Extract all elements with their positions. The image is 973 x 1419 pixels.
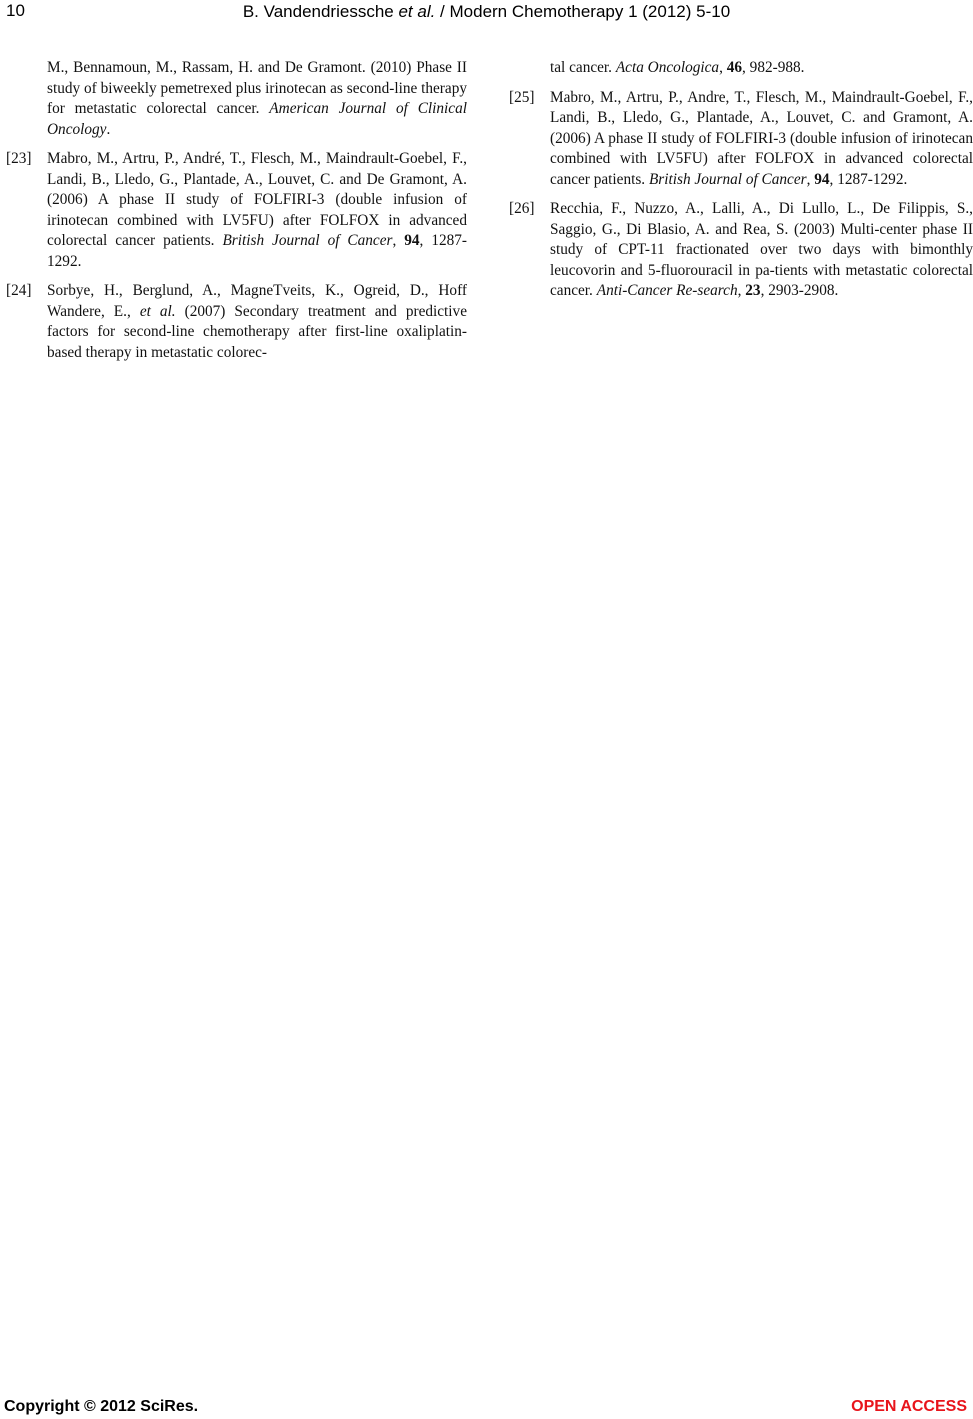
right-column: [509, 58, 973, 311]
ref-sep: ,: [719, 59, 727, 76]
reference-23: [6, 149, 467, 272]
left-column: [6, 58, 467, 372]
ref-et-al: et al.: [139, 302, 176, 320]
ref-pages: , 1287-1292.: [829, 170, 908, 188]
ref-volume: 94: [814, 170, 830, 188]
reference-25: [509, 88, 973, 191]
header-journal: / Modern Chemotherapy 1 (2012) 5-10: [435, 2, 731, 21]
footer-open-access: OPEN ACCESS: [851, 1398, 967, 1415]
ref-volume: 23: [745, 282, 761, 299]
ref-text: tal cancer.: [550, 59, 616, 76]
ref-volume: 46: [726, 59, 743, 76]
ref-journal: British Journal of Cancer: [222, 232, 393, 249]
running-header: [0, 2, 973, 22]
ref-sep: ,: [392, 232, 405, 249]
page-number: 10: [6, 1, 25, 20]
ref-journal: Anti-Cancer Re-search: [596, 282, 738, 299]
ref-text: Mabro, M., Artru, P., André, T., Flesch, M., Maindrault-Goebel, F., Landi, B., Lledo, G., Plantade, A., Louvet, C. and De Gramont, A. (2006) A phase II study of FOLFIRI-3 (double infusion of irinotecan combined with LV5FU) after FOLFOX in advanced colorectal cancer patients.: [47, 150, 467, 249]
ref-text-continued: (2007) Secondary treatment and predictive factors for second-line chemotherapy after first-line oxaliplatin-based therapy in metastatic colorec-: [47, 302, 467, 361]
ref-text: Sorbye, H., Berglund, A., MagneTveits, K., Ogreid, D., Hoff Wandere, E.,: [47, 282, 467, 320]
ref-pages: , 1287-1292.: [47, 232, 468, 270]
ref-journal: Acta Oncologica: [615, 59, 720, 76]
reference-22-continued: [6, 58, 467, 140]
ref-end: .: [106, 120, 111, 138]
ref-number: [26]: [509, 200, 535, 217]
reference-26: [509, 199, 973, 302]
ref-number: [25]: [509, 88, 535, 106]
ref-pages: , 982-988.: [742, 59, 805, 76]
header-authors: B. Vandendriessche: [242, 2, 399, 21]
reference-24: [6, 281, 467, 363]
ref-volume: 94: [404, 232, 420, 249]
ref-journal: American Journal of Clinical Oncology: [47, 100, 467, 138]
reference-24-continued: [509, 58, 973, 79]
ref-number: [24]: [6, 282, 32, 299]
ref-text: Recchia, F., Nuzzo, A., Lalli, A., Di Lullo, L., De Filippis, S., Saggio, G., Di Blasio, A. and Rea, S. (2003) Multi-center phase II study of CPT-11 fractionated over two days with bimonthly leucovorin and 5-fluorouracil in pa-tients with metastatic colorectal cancer.: [550, 200, 973, 299]
header-et-al: et al.: [398, 2, 436, 21]
ref-sep: ,: [806, 170, 815, 188]
ref-pages: , 2903-2908.: [760, 282, 839, 299]
footer-copyright: Copyright © 2012 SciRes.: [4, 1398, 199, 1415]
ref-journal: British Journal of Cancer: [648, 170, 807, 188]
ref-text: M., Bennamoun, M., Rassam, H. and De Gramont. (2010) Phase II study of biweekly pemetrexed plus irinotecan as second-line therapy for metastatic colorectal cancer.: [47, 59, 467, 117]
ref-number: [23]: [6, 150, 32, 167]
ref-sep: ,: [737, 282, 746, 299]
ref-text: Mabro, M., Artru, P., Andre, T., Flesch, M., Maindrault-Goebel, F., Landi, B., Lledo, G., Plantade, A., Louvet, C. and Gramont, A. (2006) A phase II study of FOLFIRI-3 (double infusion of irinotecan combined with LV5FU) after FOLFOX in advanced colorectal cancer patients.: [550, 88, 973, 188]
